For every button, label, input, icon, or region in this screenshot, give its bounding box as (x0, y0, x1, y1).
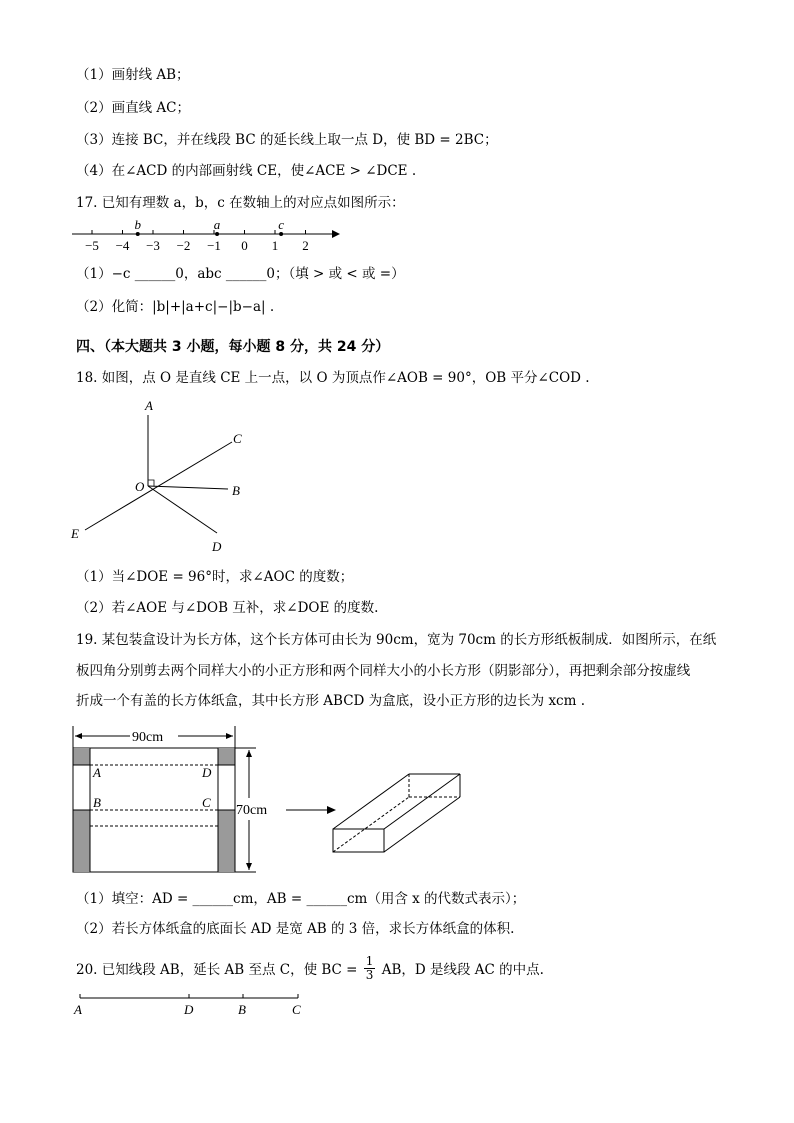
shade-top-right (218, 748, 235, 765)
dim-height-label: 70cm (236, 803, 268, 818)
number-line-tick-label: −4 (115, 238, 130, 253)
q19-label-b: B (93, 795, 101, 810)
q20-segment-figure (66, 990, 316, 1020)
number-line-tick-label: 0 (241, 238, 248, 253)
q18-part1: （1）当∠DOE = 96°时，求∠AOC 的度数； (76, 569, 354, 585)
q20-stem-part-b: AB，D 是线段 AC 的中点. (381, 962, 544, 978)
q18-angle-figure (60, 395, 260, 560)
number-line-point-c (279, 232, 283, 236)
q18-stem: 18. 如图，点 O 是直线 CE 上一点，以 O 为顶点作∠AOB = 90°，OB 平分∠COD . (76, 370, 590, 386)
q20-label-b: B (238, 1002, 246, 1017)
q19-label-c: C (202, 795, 211, 810)
number-line (70, 216, 345, 256)
q18-label-c: C (233, 431, 242, 446)
q18-part2: （2）若∠AOE 与∠DOB 互补，求∠DOE 的度数. (76, 600, 379, 616)
q18-label-e: E (71, 526, 79, 541)
number-line-tick-label: −5 (85, 238, 99, 253)
q20-label-c: C (292, 1002, 301, 1017)
q16-part2: （2）画直线 AC； (76, 100, 190, 116)
section-4-header: 四、（本大题共 3 小题，每小题 8 分，共 24 分） (76, 339, 390, 355)
q19-box-figure (66, 722, 476, 882)
q16-part4: （4）在∠ACD 的内部画射线 CE，使∠ACE > ∠DCE . (76, 163, 417, 179)
q17-stem: 17. 已知有理数 a，b，c 在数轴上的对应点如图所示： (76, 195, 405, 211)
number-line-point-label-a: a (213, 217, 221, 232)
number-line-tick-label: −3 (146, 238, 160, 253)
number-line-point-label-b: b (134, 217, 141, 232)
q19-label-d: D (202, 765, 212, 780)
number-line-tick-label: −2 (176, 238, 191, 253)
number-line-point-a (215, 232, 219, 236)
q19-label-a: A (93, 765, 101, 780)
q19-stem-line1: 19. 某包装盒设计为长方体，这个长方体可由长为 90cm，宽为 70cm 的长方形纸板制成．如图所示，在纸 (76, 632, 717, 648)
number-line-tick-label: 2 (302, 238, 309, 253)
q18-label-b: B (232, 483, 240, 498)
q16-part3: （3）连接 BC，并在线段 BC 的延长线上取一点 D，使 BD = 2BC； (76, 132, 498, 148)
q17-part1: （1）−c ______0，abc ______0；（填 > 或 < 或 =） (76, 266, 405, 282)
dim-width-label: 90cm (132, 730, 164, 745)
q18-label-a: A (145, 398, 153, 413)
fraction (364, 955, 376, 982)
q19-stem-line3: 折成一个有盖的长方体纸盒，其中长方形 ABCD 为盒底，设小正方形的边长为 xcm . (76, 693, 586, 709)
shade-bottom-right (218, 810, 235, 872)
q20-stem-part-a: 20. 已知线段 AB，延长 AB 至点 C，使 BC = (76, 962, 358, 978)
fraction-numerator: 1 (365, 954, 374, 968)
q19-stem-line2: 板四角分别剪去两个同样大小的小正方形和两个同样大小的小长方形（阴影部分），再把剩余部分按虚线 (76, 663, 691, 679)
q16-part1: （1）画射线 AB； (76, 67, 190, 83)
q20-label-a: A (74, 1002, 82, 1017)
q20-stem (76, 954, 544, 984)
number-line-tick-label: 1 (271, 238, 279, 253)
fraction-denominator: 3 (365, 968, 374, 982)
q17-part2: （2）化简：|b|+|a+c|−|b−a| . (76, 299, 275, 315)
q20-label-d: D (184, 1002, 194, 1017)
q19-part1: （1）填空：AD = ______cm，AB = ______cm（用含 x 的代数式表示）； (76, 891, 526, 907)
q18-label-d: D (212, 539, 222, 554)
shade-top-left (73, 748, 90, 765)
q18-label-o: O (135, 479, 145, 494)
number-line-point-label-c: c (278, 217, 284, 232)
q19-part2: （2）若长方体纸盒的底面长 AD 是宽 AB 的 3 倍，求长方体纸盒的体积. (76, 921, 515, 937)
number-line-tick-label: −1 (207, 238, 221, 253)
number-line-point-b (136, 232, 140, 236)
shade-bottom-left (73, 810, 90, 872)
